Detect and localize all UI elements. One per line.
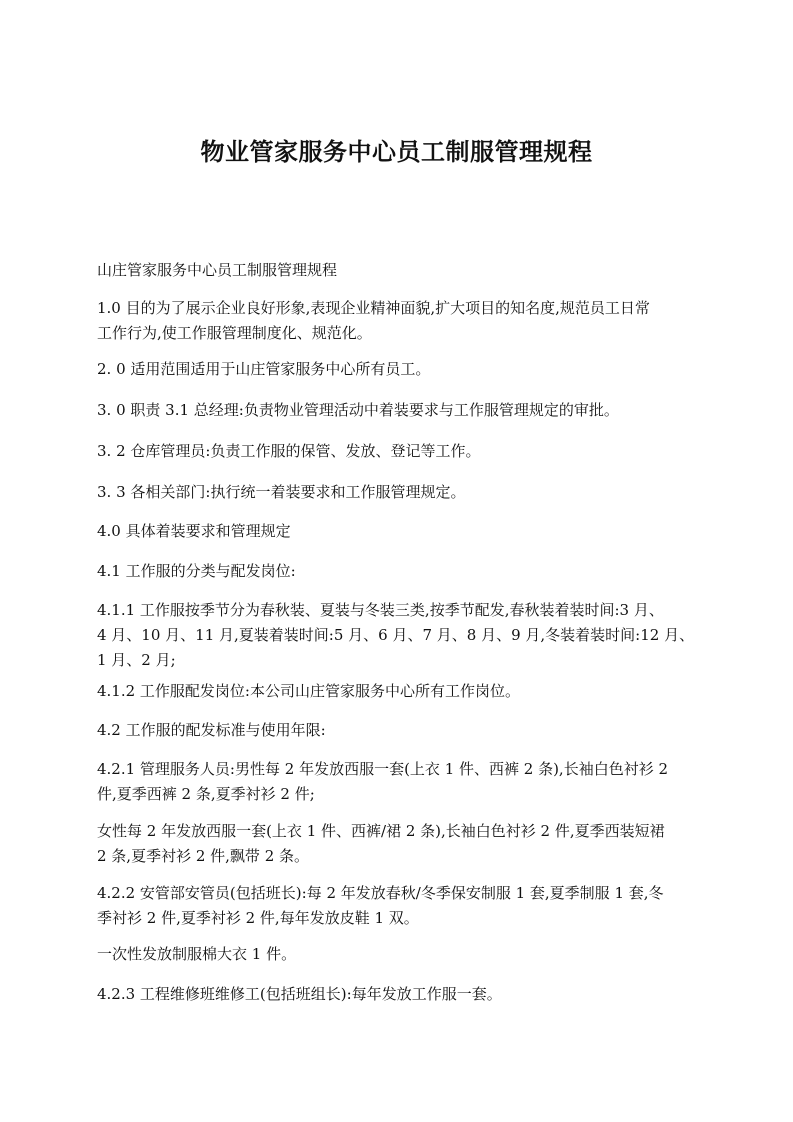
paragraph-line: 1.0 目的为了展示企业良好形象,表现企业精神面貌,扩大项目的知名度,规范员工日常 — [97, 299, 650, 317]
paragraph-female-uniform — [97, 819, 702, 869]
paragraph-line: 2 条,夏季衬衫 2 件,飘带 2 条。 — [97, 847, 310, 865]
paragraph-line: 4.2 工作服的配发标准与使用年限: — [97, 721, 326, 739]
paragraph-line: 4.2.1 管理服务人员:男性每 2 年发放西服一套(上衣 1 件、西裤 2 条),长袖白色衬衫 2 — [97, 760, 669, 778]
paragraph-line: 4.2.3 工程维修班维修工(包括班组长):每年发放工作服一套。 — [97, 985, 502, 1003]
paragraph-line: 4.1 工作服的分类与配发岗位: — [97, 562, 296, 580]
paragraph-section-4-1-2 — [97, 679, 702, 704]
paragraph-line: 3. 0 职责 3.1 总经理:负责物业管理活动中着装要求与工作服管理规定的审批。 — [97, 401, 619, 419]
paragraph-responsibility-warehouse — [97, 439, 702, 464]
paragraph-subtitle — [97, 258, 702, 283]
paragraph-scope — [97, 357, 702, 382]
paragraph-line: 山庄管家服务中心员工制服管理规程 — [97, 261, 338, 279]
paragraph-line: 3. 3 各相关部门:执行统一着装要求和工作服管理规定。 — [97, 483, 466, 501]
paragraph-line: 2. 0 适用范围适用于山庄管家服务中心所有员工。 — [97, 360, 431, 378]
paragraph-responsibility-manager — [97, 398, 702, 423]
paragraph-responsibility-departments — [97, 480, 702, 505]
paragraph-line: 4.2.2 安管部安管员(包括班长):每 2 年发放春秋/冬季保安制服 1 套,夏季制服 1 套,冬 — [97, 884, 664, 902]
paragraph-section-4-2-1 — [97, 757, 702, 807]
paragraph-line: 4.0 具体着装要求和管理规定 — [97, 522, 291, 540]
paragraph-section-4-1 — [97, 559, 702, 584]
paragraph-line: 一次性发放制服棉大衣 1 件。 — [97, 945, 297, 963]
paragraph-line: 工作行为,使工作服管理制度化、规范化。 — [97, 324, 372, 342]
paragraph-line: 4.1.2 工作服配发岗位:本公司山庄管家服务中心所有工作岗位。 — [97, 682, 520, 700]
paragraph-purpose — [97, 296, 702, 346]
paragraph-section-4-2-3 — [97, 982, 702, 1007]
paragraph-line: 季衬衫 2 件,夏季衬衫 2 件,每年发放皮鞋 1 双。 — [97, 909, 419, 927]
paragraph-line: 3. 2 仓库管理员:负责工作服的保管、发放、登记等工作。 — [97, 442, 481, 460]
paragraph-line: 4 月、10 月、11 月,夏装着装时间:5 月、6 月、7 月、8 月、9 月,冬装着装时间:12 月、 — [97, 626, 695, 644]
document-title: 物业管家服务中心员工制服管理规程 — [200, 138, 593, 166]
paragraph-section-4 — [97, 519, 702, 544]
paragraph-section-4-2 — [97, 718, 702, 743]
paragraph-section-4-2-2 — [97, 881, 702, 931]
paragraph-line: 1 月、2 月; — [97, 651, 176, 669]
paragraph-line: 件,夏季西裤 2 条,夏季衬衫 2 件; — [97, 785, 315, 803]
paragraph-line: 女性每 2 年发放西服一套(上衣 1 件、西裤/裙 2 条),长袖白色衬衫 2 件,夏季西装短裙 — [97, 822, 665, 840]
paragraph-line: 4.1.1 工作服按季节分为春秋装、夏装与冬装三类,按季节配发,春秋装着装时间:3 月、 — [97, 601, 664, 619]
paragraph-section-4-1-1 — [97, 598, 702, 673]
paragraph-coat — [97, 942, 702, 967]
